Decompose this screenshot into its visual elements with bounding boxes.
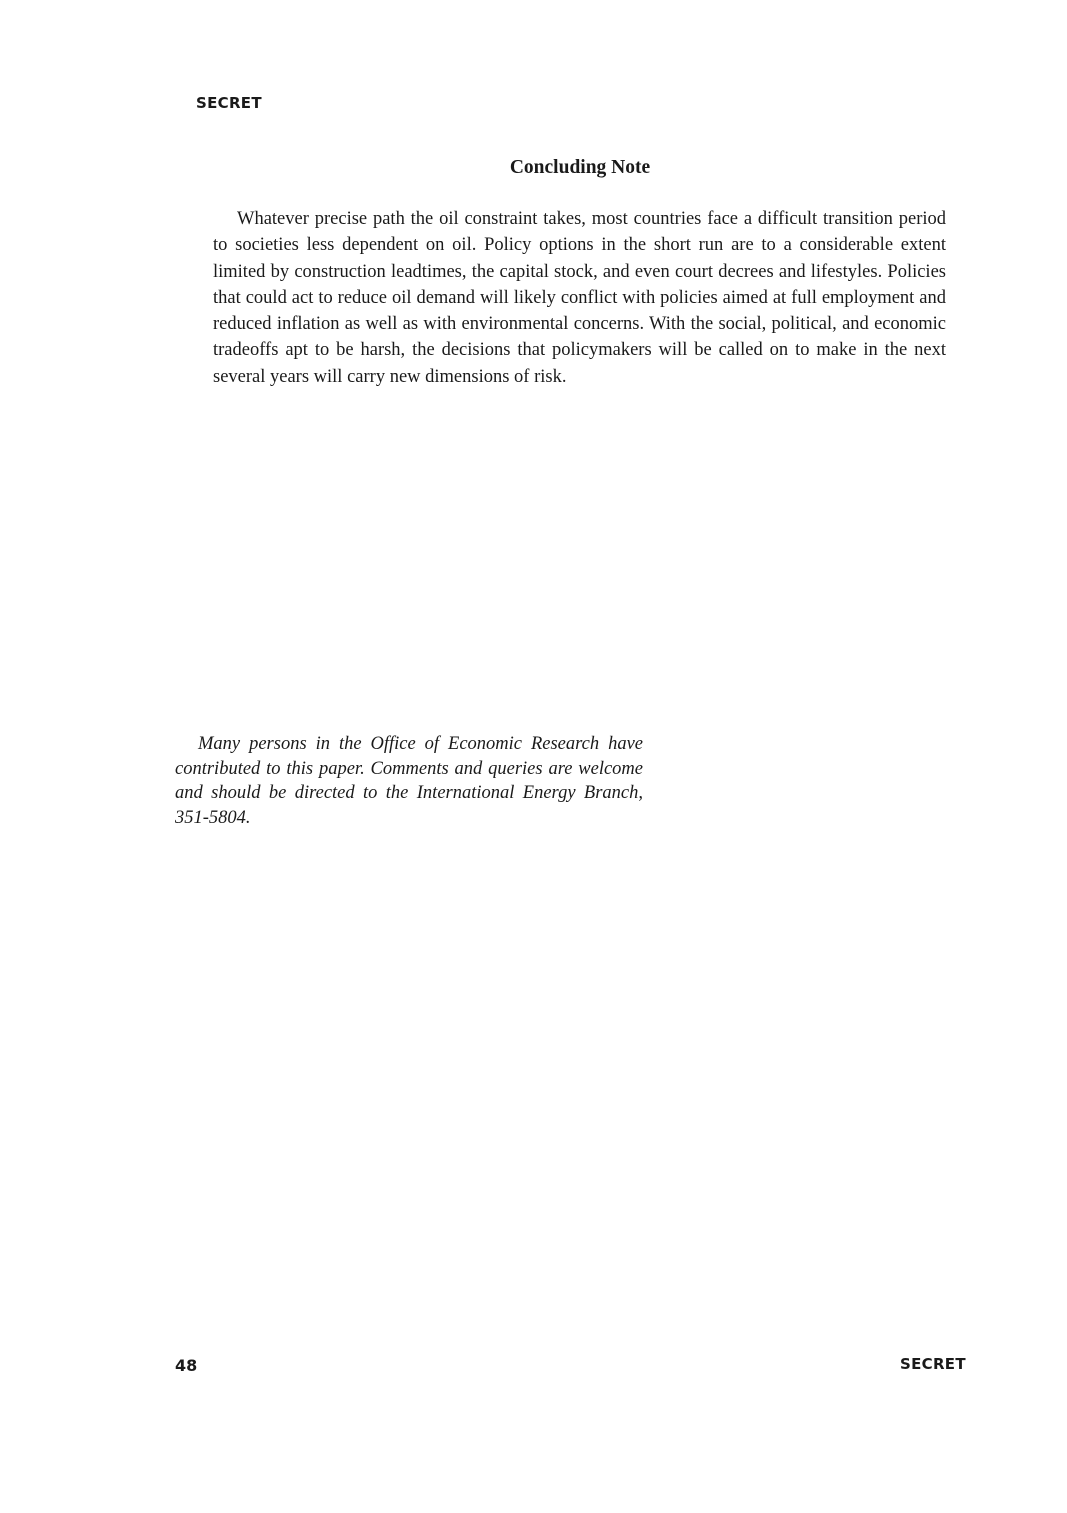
contributors-note: Many persons in the Office of Economic Research have contributed to this paper. Comments and queries are welcome and should be directed to the International Energy Branch, 351-5804. — [175, 734, 643, 828]
classification-marking-top: SECRET — [196, 94, 262, 112]
page-number: 48 — [175, 1356, 198, 1375]
concluding-paragraph: Whatever precise path the oil constraint takes, most countries face a difficult transition period to societies less dependent on oil. Policy options in the short run are to a considerable extent limited by construction leadtimes, the capital stock, and even court decrees and lifestyles. Policies that could act to reduce oil demand will likely conflict with policies aimed at full employment and reduced inflation as well as with environmental concerns. With the social, political, and economic tradeoffs apt to be harsh, the decisions that policymakers will be called on to make in the next several years will carry new dimensions of risk. — [213, 209, 946, 387]
classification-marking-bottom: SECRET — [900, 1355, 966, 1373]
section-title: Concluding Note — [509, 157, 651, 178]
